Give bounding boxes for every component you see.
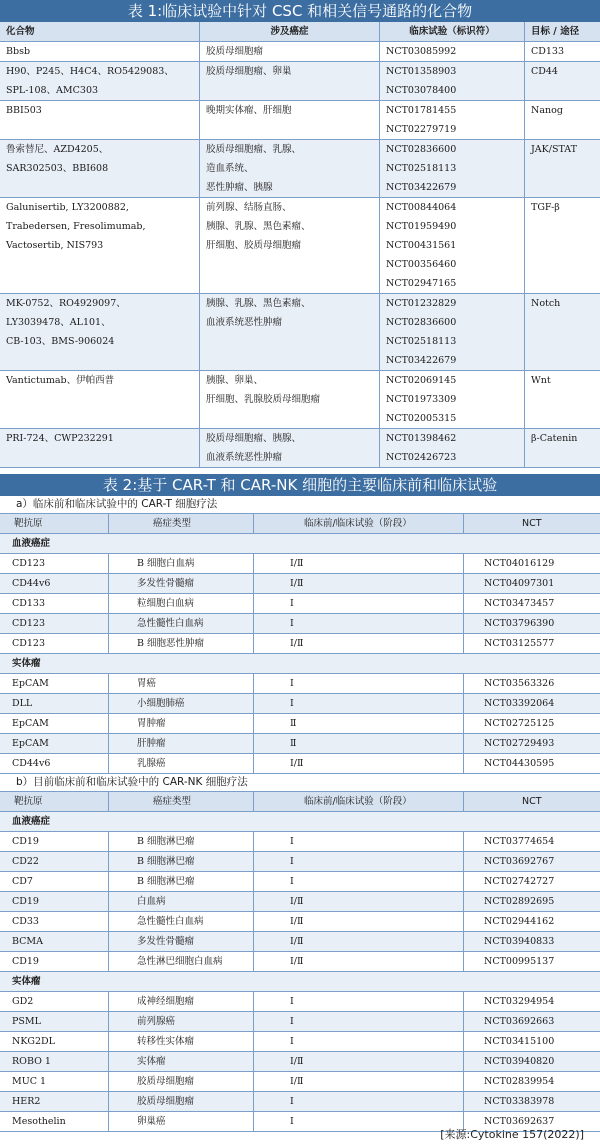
table-cell: 胃癌 [108,674,253,693]
compound-cell-line: Galunisertib, LY3200882, [6,202,129,213]
target-cell: β-Catenin [531,433,578,444]
trial-cell-line: NCT03078400 [386,85,457,96]
table-cell: 卵巢癌 [108,1112,253,1131]
table-cell: NCT04097301 [463,574,600,593]
trial-cell [380,429,525,467]
table-cell: Ⅰ [253,1112,463,1131]
table-cell: B 细胞淋巴瘤 [108,832,253,851]
table-cell: CD44v6 [12,758,51,769]
trial-cell [380,371,525,428]
trial-cell-line: NCT02836600 [386,144,457,155]
table-cell: NCT03125577 [463,634,600,653]
table-cell: ROBO 1 [12,1056,51,1067]
table1 [0,22,600,468]
trial-cell-line: NCT01398462 [386,433,457,444]
table-cell: NCT02892695 [463,892,600,911]
compound-cell [0,371,200,428]
trial-cell-line: NCT02518113 [386,163,457,174]
table-cell: NCT03940833 [463,932,600,951]
cancer-cell [200,371,380,428]
table-cell: CD123 [12,558,46,569]
table-cell: Ⅰ [253,1092,463,1111]
table-cell: CD19 [12,956,39,967]
cancer-cell [200,294,380,370]
table-cell: Mesothelin [12,1116,66,1127]
compound-cell [0,294,200,370]
table1-header-row [0,22,600,42]
table-cell: Ⅱ [253,714,463,733]
compound-cell-line: SPL-108、AMC303 [6,85,99,96]
trial-cell-line: NCT02426723 [386,452,457,463]
target-cell: CD133 [531,46,565,57]
table-row [0,932,600,952]
trial-cell-line: NCT03085992 [386,46,457,57]
table-cell: Ⅰ/Ⅱ [253,1052,463,1071]
table-row [0,574,600,594]
table1-header-compound: 化合物 [0,22,200,41]
cancer-cell-line: 胰腺、卵巢、 [206,375,264,386]
trial-cell-line: NCT01973309 [386,394,457,405]
table2-header-row [0,514,600,534]
table-cell: NCT03392064 [463,694,600,713]
category-label: 血液癌症 [12,538,51,549]
table-cell: NCT02839954 [463,1072,600,1091]
table-cell: NCT03692637 [463,1112,600,1131]
table-cell: Ⅰ/Ⅱ [253,952,463,971]
table2-header-cell: 靶抗原 [14,518,43,529]
section-subtitle: b）目前临床前和临床试验中的 CAR-NK 细胞疗法 [0,774,600,792]
target-cell: JAK/STAT [531,144,577,155]
table-cell: MUC 1 [12,1076,47,1087]
table-cell: 小细胞肺癌 [108,694,253,713]
table2-header-cell: 临床前/临床试验（阶段） [253,792,463,811]
cancer-cell-line: 晚期实体瘤、肝细胞 [206,105,292,116]
trial-cell-line: NCT01781455 [386,105,457,116]
table-cell: NCT03383978 [463,1092,600,1111]
table-cell: 前列腺癌 [108,1012,253,1031]
table-row [0,429,600,468]
table-cell: NCT00995137 [463,952,600,971]
table-cell: 实体瘤 [108,1052,253,1071]
table-cell: CD123 [12,618,46,629]
table2-header-cell: 靶抗原 [14,796,43,807]
cancer-cell [200,140,380,197]
cancer-cell-line: 胶质母细胞瘤、乳腺、 [206,144,302,155]
table-cell: Ⅰ/Ⅱ [253,1072,463,1091]
table-cell: Ⅰ [253,1032,463,1051]
compound-cell-line: Trabedersen, Fresolimumab, [6,221,146,232]
table-cell: B 细胞恶性肿瘤 [108,634,253,653]
table-cell: B 细胞白血病 [108,554,253,573]
table-cell: 急性髓性白血病 [108,912,253,931]
cancer-cell-line: 胶质母细胞瘤 [206,46,264,57]
compound-cell-line: MK-0752、RO4929097、 [6,298,126,309]
table-cell: Ⅰ/Ⅱ [253,554,463,573]
table-cell: B 细胞淋巴瘤 [108,872,253,891]
table-cell: NCT02742727 [463,872,600,891]
table-cell: DLL [12,698,33,709]
table-cell: BCMA [12,936,44,947]
trial-cell [380,62,525,100]
compound-cell [0,198,200,293]
cancer-cell [200,198,380,293]
table-cell: CD19 [12,896,39,907]
compound-cell [0,101,200,139]
table-cell: NCT03692767 [463,852,600,871]
table-cell: NCT03563326 [463,674,600,693]
table-cell: Ⅰ/Ⅱ [253,634,463,653]
trial-cell [380,294,525,370]
table-cell: PSML [12,1016,41,1027]
table-cell: Ⅰ/Ⅱ [253,892,463,911]
trial-cell-line: NCT02518113 [386,336,457,347]
table-row [0,1012,600,1032]
table-cell: NCT03692663 [463,1012,600,1031]
category-row [0,534,600,554]
table-cell: CD123 [12,638,46,649]
table2-header-cell: 临床前/临床试验（阶段） [253,514,463,533]
table-row [0,294,600,371]
table2-header-cell: NCT [463,792,600,811]
table-cell: Ⅱ [253,734,463,753]
table-cell: NCT03415100 [463,1032,600,1051]
table-row [0,1052,600,1072]
cancer-cell-line: 血液系统恶性肿瘤 [206,317,283,328]
table-cell: 胶质母细胞瘤 [108,1092,253,1111]
table-cell: 急性髓性白血病 [108,614,253,633]
table-row [0,42,600,62]
compound-cell-line: H90、P245、H4C4、RO5429083、 [6,66,174,77]
table-cell: NCT04016129 [463,554,600,573]
table-row [0,852,600,872]
compound-cell [0,429,200,467]
source-citation: [来源:Cytokine 157(2022)] [440,1128,584,1141]
trial-cell-line: NCT01959490 [386,221,457,232]
table2-header-row [0,792,600,812]
compound-cell [0,42,200,61]
compound-cell [0,140,200,197]
trial-cell-line: NCT02069145 [386,375,457,386]
table-row [0,614,600,634]
compound-cell [0,62,200,100]
table-cell: Ⅰ/Ⅱ [253,754,463,773]
trial-cell-line: NCT02279719 [386,124,457,135]
trial-cell [380,140,525,197]
table-row [0,1092,600,1112]
cancer-cell-line: 胶质母细胞瘤、卵巢 [206,66,292,77]
table-row [0,594,600,614]
cancer-cell [200,62,380,100]
compound-cell-line: Vantictumab、伊帕西普 [6,375,115,386]
target-cell: Wnt [531,375,551,386]
table-cell: 肝肿瘤 [108,734,253,753]
table2-header-cell: 癌症类型 [108,792,253,811]
table-cell: CD22 [12,856,39,867]
table-cell: Ⅰ [253,1012,463,1031]
table-row [0,832,600,852]
compound-cell-line: 鲁索替尼、AZD4205、 [6,144,109,155]
table-cell: 胶质母细胞瘤 [108,1072,253,1091]
table-cell: NCT03294954 [463,992,600,1011]
cancer-cell-line: 胶质母细胞瘤、胰腺、 [206,433,302,444]
trial-cell-line: NCT00431561 [386,240,457,251]
table-row [0,101,600,140]
table-cell: NCT03473457 [463,594,600,613]
table-cell: NCT03796390 [463,614,600,633]
table-cell: NCT02729493 [463,734,600,753]
trial-cell-line: NCT03422679 [386,355,457,366]
trial-cell-line: NCT03422679 [386,182,457,193]
table-cell: 多发性骨髓瘤 [108,932,253,951]
category-row [0,812,600,832]
trial-cell-line: NCT02005315 [386,413,457,424]
table-cell: NKG2DL [12,1036,55,1047]
category-label: 实体瘤 [12,976,41,987]
table2-header-cell: NCT [463,514,600,533]
table-row [0,634,600,654]
table-cell: CD7 [12,876,33,887]
table-row [0,754,600,774]
table-row [0,198,600,294]
category-label: 实体瘤 [12,658,41,669]
table-cell: Ⅰ [253,594,463,613]
table-row [0,992,600,1012]
table1-header-trial: 临床试验（标识符） [380,22,525,41]
table-cell: 急性淋巴细胞白血病 [108,952,253,971]
target-cell: Notch [531,298,561,309]
table2-title: 表 2:基于 CAR-T 和 CAR-NK 细胞的主要临床前和临床试验 [0,474,600,496]
table-cell: Ⅰ [253,832,463,851]
compound-cell-line: Bbsb [6,46,31,57]
cancer-cell [200,101,380,139]
compound-cell-line: LY3039478、AL101、 [6,317,111,328]
table-cell: CD33 [12,916,39,927]
compound-cell-line: SAR302503、BBI608 [6,163,109,174]
table1-header-target: 目标 / 途径 [531,26,580,37]
table-cell: Ⅰ [253,872,463,891]
category-row [0,972,600,992]
table-cell: 成神经细胞瘤 [108,992,253,1011]
table-cell: CD19 [12,836,39,847]
table-cell: 白血病 [108,892,253,911]
compound-cell-line: BBI503 [6,105,42,116]
cancer-cell [200,429,380,467]
table-row [0,62,600,101]
compound-cell-line: CB-103、BMS-906024 [6,336,115,347]
trial-cell-line: NCT02836600 [386,317,457,328]
table-cell: NCT02944162 [463,912,600,931]
table-cell: 乳腺癌 [108,754,253,773]
table-cell: HER2 [12,1096,41,1107]
table-cell: EpCAM [12,738,49,749]
compound-cell-line: PRI-724、CWP232291 [6,433,114,444]
table-cell: 多发性骨髓瘤 [108,574,253,593]
table-cell: NCT04430595 [463,754,600,773]
table-cell: Ⅰ [253,614,463,633]
category-row [0,654,600,674]
table-row [0,892,600,912]
table-cell: 胃肿瘤 [108,714,253,733]
target-cell: CD44 [531,66,558,77]
table-row [0,140,600,198]
table-cell: Ⅰ [253,852,463,871]
cancer-cell [200,42,380,61]
table-row [0,872,600,892]
table-cell: CD133 [12,598,46,609]
cancer-cell-line: 血液系统恶性肿瘤 [206,452,283,463]
table-cell: GD2 [12,996,34,1007]
table-cell: NCT03940820 [463,1052,600,1071]
table-cell: EpCAM [12,718,49,729]
table-cell: EpCAM [12,678,49,689]
compound-cell-line: Vactosertib, NIS793 [6,240,104,251]
table-cell: CD44v6 [12,578,51,589]
table-row [0,912,600,932]
cancer-cell-line: 胰腺、乳腺、黑色素瘤、 [206,221,311,232]
table-row [0,694,600,714]
table1-header-cancer: 涉及癌症 [200,22,380,41]
table-cell: Ⅰ/Ⅱ [253,912,463,931]
trial-cell-line: NCT01358903 [386,66,457,77]
table-cell: Ⅰ [253,992,463,1011]
table-row [0,952,600,972]
table2-header-cell: 癌症类型 [108,514,253,533]
table-cell: Ⅰ [253,694,463,713]
table-row [0,734,600,754]
table-cell: NCT03774654 [463,832,600,851]
table2 [0,496,600,1132]
trial-cell [380,101,525,139]
cancer-cell-line: 胰腺、乳腺、黑色素瘤、 [206,298,311,309]
table-cell: B 细胞淋巴瘤 [108,852,253,871]
category-label: 血液癌症 [12,816,51,827]
trial-cell-line: NCT00356460 [386,259,457,270]
table-cell: Ⅰ [253,674,463,693]
trial-cell-line: NCT01232829 [386,298,457,309]
table-row [0,1072,600,1092]
table1-title: 表 1:临床试验中针对 CSC 和相关信号通路的化合物 [0,0,600,22]
cancer-cell-line: 恶性肿瘤、胰腺 [206,182,273,193]
trial-cell-line: NCT02947165 [386,278,457,289]
trial-cell [380,42,525,61]
table-cell: 转移性实体瘤 [108,1032,253,1051]
cancer-cell-line: 肝细胞、乳腺胶质母细胞瘤 [206,394,321,405]
cancer-cell-line: 前列腺、结肠直肠、 [206,202,292,213]
table-cell: Ⅰ/Ⅱ [253,574,463,593]
table-row [0,714,600,734]
section-subtitle: a）临床前和临床试验中的 CAR-T 细胞疗法 [0,496,600,514]
table-cell: Ⅰ/Ⅱ [253,932,463,951]
cancer-cell-line: 肝细胞、胶质母细胞瘤 [206,240,302,251]
table-row [0,371,600,429]
cancer-cell-line: 造血系统、 [206,163,254,174]
target-cell: TGF-β [531,202,560,213]
target-cell: Nanog [531,105,563,116]
table-row [0,674,600,694]
table-cell: 粒细胞白血病 [108,594,253,613]
table-cell: NCT02725125 [463,714,600,733]
table-row [0,1032,600,1052]
trial-cell [380,198,525,293]
table-row [0,554,600,574]
trial-cell-line: NCT00844064 [386,202,457,213]
